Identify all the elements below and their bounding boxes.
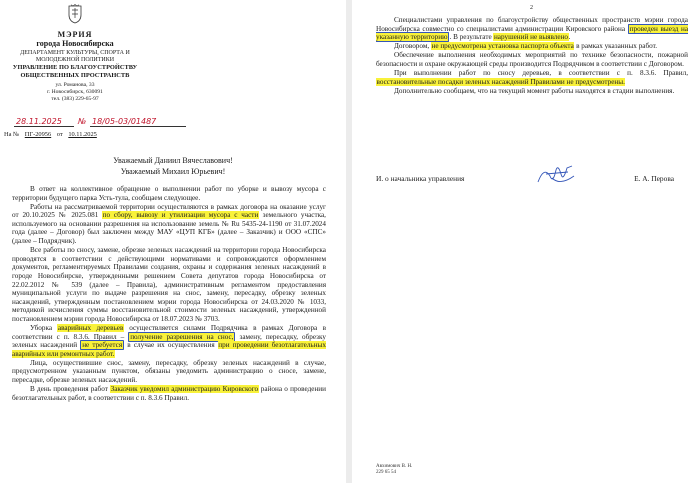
highlight-customer-notified: Заказчик уведомил администрацию Кировского: [110, 385, 259, 394]
paragraph-contract: Работы на рассматриваемой территории осуществляются в рамках договора на оказание услуг от 20.10.2025 № 2025.081 по сбору, вывозу и утилизации мусора с части земельного участка, используемого на основании разрешения на использование земель № Ru 5435-24-1190 от 31.07.2024 года (далее – Договор) был заключен между МАУ «ЦУП КГБ» (далее – Заказчик) и ООО «СПС» (далее – Подрядчик).: [12, 202, 326, 246]
paragraph-replanting: При выполнении работ по сносу деревьев, в соответствии с п. 8.3.6. Правил, восстановительные посадки зеленых насаждений Правилами не предусмотрены.: [376, 69, 688, 86]
letterhead: [0, 4, 150, 102]
letter-body: [12, 185, 326, 403]
highlight-emergency-trees: аварийных деревьев: [57, 324, 124, 332]
org-city: города Новосибирска: [36, 39, 114, 49]
executor-name: Авхимович В. Н.: [376, 464, 413, 469]
coat-of-arms-icon: [67, 4, 83, 24]
salutation-2: Уважаемый Михаил Юрьевич!: [120, 167, 226, 176]
highlight-no-replanting: восстановительные посадки зеленых насаждений Правилами не предусмотрены.: [376, 77, 625, 86]
signature-block: [376, 170, 688, 190]
reference-line: [4, 131, 101, 138]
paragraph-customer-notified: В день проведения работ Заказчик уведомил администрацию Кировского района о проведении безотлагательных работ, в соответствии с п. 8.3.6 Правил.: [12, 385, 326, 402]
handwritten-number: 18/05-03/01487: [92, 117, 157, 126]
ref-number: ПГ-20956: [24, 131, 52, 138]
highlight-not-required: не требуется: [82, 341, 123, 350]
address-street: ул. Романова, 33: [55, 82, 95, 89]
paragraph-site-visit: Специалистами управления по благоустройству общественных пространств мэрии города Новосибирска совместно со специалистами администрации Кировского района проведен выезд на указанную территорию . В результате нарушений не выявлено.: [376, 16, 689, 42]
registration-stamp: 28.11.2025 № 18/05-03/01487: [4, 117, 224, 131]
address-phone: тел. (383) 229-65-97: [51, 95, 99, 102]
highlight-permit: получение разрешения на снос,: [130, 332, 234, 341]
highlight-no-passport: не предусмотрена установка паспорта объекта: [431, 42, 574, 51]
ref-date: 10.11.2025: [68, 131, 97, 138]
paragraph-passport: Договором, не предусмотрена установка паспорта объекта в рамках указанных работ.: [394, 42, 658, 51]
address-city: г. Новосибирск, 630091: [47, 88, 103, 95]
paragraph-safety: Обеспечение выполнения необходимых мероприятий по технике безопасности, пожарной безопасности и охране окружающей среды производится Подрядчиком в соответствии с Договором.: [376, 51, 688, 68]
page-number: 2: [530, 5, 533, 11]
org-department: ДЕПАРТАМЕНТ КУЛЬТУРЫ, СПОРТА И МОЛОДЕЖНОЙ ПОЛИТИКИ: [20, 50, 130, 64]
salutation-1: Уважаемый Даниил Вячеславович!: [113, 156, 233, 165]
ref-from: от: [56, 131, 63, 138]
highlight-garbage-removal: по сбору, вывозу и утилизации мусора с части: [102, 211, 259, 220]
letter-page-2: [352, 0, 700, 483]
highlight-urgent-works: при проведении безотлагательных аварийных или ремонтных работ.: [12, 341, 326, 358]
paragraph-emergency-trees: Уборка аварийных деревьев осуществляется силами Подрядчика в рамках Договора в соответствии с п. 8.3.6. Правил – получение разрешения на снос, замену, пересадку, обрезку зеленых насаждений не требуется в случае их осуществления при проведении безотлагательных аварийных или ремонтных работ.: [12, 324, 326, 358]
executor-phone: 229 65 54: [376, 470, 396, 475]
signer-name: Е. А. Перова: [634, 174, 674, 183]
paragraph-regulations: Все работы по сносу, замене, обрезке зеленых насаждений на территории города Новосибирска проводятся в соответствии с действующими нормативами и сопровождаются оформлением документов, регламентируемых Правилами создания, охраны и содержания зеленых насаждений в городе Новосибирске, утвержденными решением Совета депутатов города Новосибирска от 22.02.2012 № 539 (далее – Правила), административным регламентом предоставления муниципальной услуги по выдаче разрешения на снос, замену, пересадку, обрезку зеленых насаждений, утвержденным постановлением мэрии города Новосибирска от 24.03.2020 № 1033, методикой исчисления суммы восстановительной стоимости зеленых насаждений, утвержденной постановлением мэрии города Новосибирска от 18.07.2023 № 3703.: [12, 246, 326, 323]
paragraph-status: Дополнительно сообщаем, что на текущий момент работы находятся в стадии выполнения.: [394, 86, 675, 95]
highlight-site-visit: проведен выезд на указанную территорию: [376, 24, 689, 42]
ref-prefix: На №: [4, 131, 20, 138]
signer-title: И. о начальника управления: [376, 174, 465, 183]
paragraph-intro: В ответ на коллективное обращение о выполнении работ по уборке и вывозу мусора с территории будущего парка Усть-тула, сообщаем следующее.: [12, 185, 326, 202]
org-unit: УПРАВЛЕНИЕ ПО БЛАГОУСТРОЙСТВУ ОБЩЕСТВЕННЫХ ПРОСТРАНСТВ: [12, 64, 138, 79]
letter-page-1: [0, 0, 346, 483]
handwritten-date: 28.11.2025: [16, 117, 62, 126]
paragraph-notification-duty: Лица, осуществившие снос, замену, пересадку, обрезку зеленых насаждений в случае, предусмотренном указанным пунктом, обязаны уведомить администрацию о сносе, замене, пересадке, обрезке зеленых насаждений.: [12, 358, 326, 385]
letter-body-continued: [376, 16, 688, 96]
handwritten-signature-icon: [534, 162, 578, 188]
highlight-no-violations: нарушений не выявлено: [493, 33, 569, 42]
org-title: МЭРИЯ: [57, 30, 93, 40]
executor-info: [376, 464, 412, 476]
